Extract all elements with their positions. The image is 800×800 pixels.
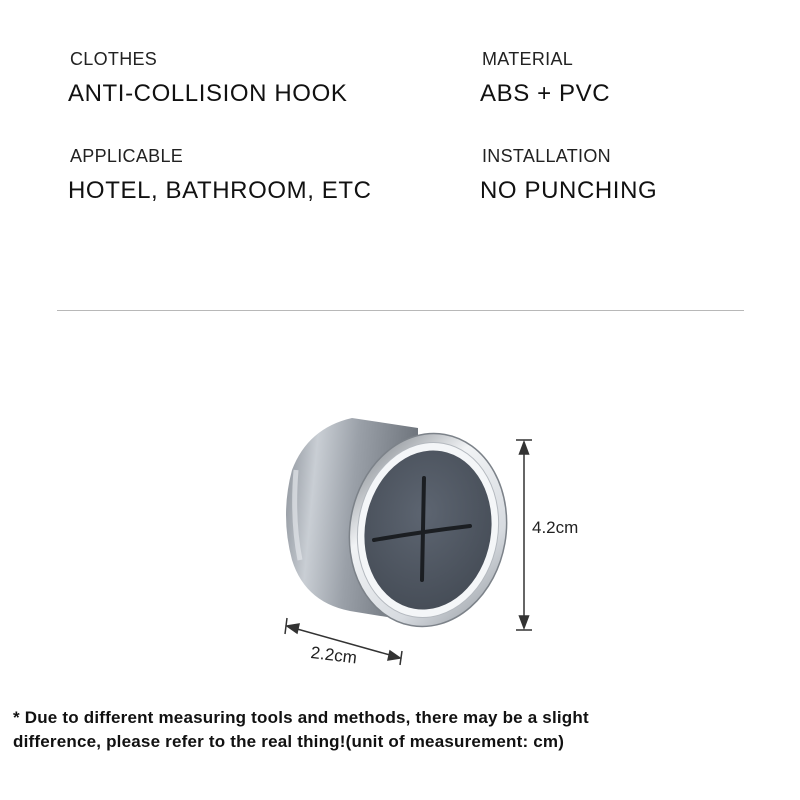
spec-material-value: ABS + PVC [480,80,611,107]
height-dimension-arrow [516,440,532,630]
measurement-note [13,706,793,754]
width-dimension-label: 2.2cm [309,643,358,668]
spec-material-label: MATERIAL [482,49,574,69]
spec-installation-label: INSTALLATION [482,146,611,166]
spec-applicable-value: HOTEL, BATHROOM, ETC [68,177,372,204]
spec-applicable-label: APPLICABLE [70,146,184,166]
spec-clothes-value: ANTI-COLLISION HOOK [68,80,348,107]
measurement-note-line-2: difference, please refer to the real thing!(unit of measurement: cm) [13,732,565,751]
height-dimension-label: 4.2cm [532,518,579,537]
spec-clothes-label: CLOTHES [70,49,158,69]
measurement-note-line-1: * Due to different measuring tools and methods, there may be a slight [13,708,589,727]
spec-installation-value: NO PUNCHING [480,177,658,204]
